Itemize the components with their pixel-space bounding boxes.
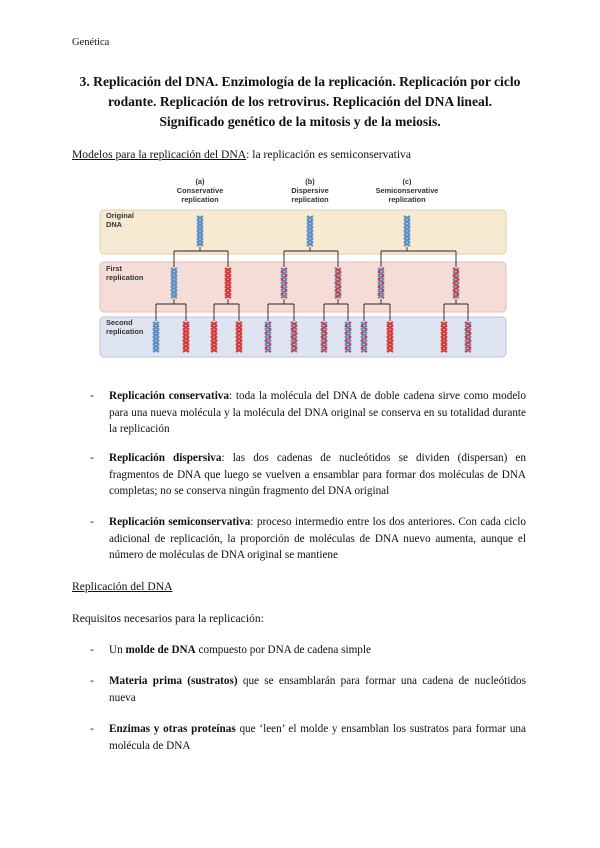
first-replication-band [100,262,506,312]
col-c-line2: replication [388,195,426,204]
bullet-dash: - [90,390,94,402]
req-template-term: molde de DNA [125,644,196,656]
col-c-letter: (c) [402,177,412,186]
col-a-line1: Conservative [176,186,224,195]
bullet-dash: - [90,644,94,656]
desc-conservative: : toda la molécula del DNA de doble cadena sirve como modelo para una nueva molécula y la molécula del DNA original se conserva en su totalidad durante la replicación [109,390,526,436]
col-c-line1: Semiconservative [375,186,439,195]
bullet-dispersive [90,450,526,500]
bullet-conservative [90,388,526,438]
term-conservative: Replicación conservativa [109,390,229,402]
req-template-pre: Un [109,644,126,656]
page-header: Genética [72,37,110,48]
models-heading: Modelos para la replicación del DNA [72,148,247,161]
req-substrates-term: Materia prima (sustratos) [109,675,238,687]
req-enzymes-term: Enzimas y otras proteínas [109,723,236,735]
row-first-line1: First [106,264,123,273]
column-labels [177,177,439,204]
col-b-line2: replication [291,195,329,204]
original-dna-band [100,210,506,254]
col-a-letter: (a) [195,177,205,186]
req-template [90,642,526,659]
replication-models-figure [96,176,516,362]
requirements-intro: Requisitos necesarios para la replicación: [72,612,264,625]
models-paragraph [72,148,411,161]
models-rest: : la replicación es semiconservativa [246,148,411,161]
desc-semiconservative: : proceso intermedio entre los dos anteriores. Con cada ciclo adicional de replicación, la proporción de moléculas de DNA nuevo aumenta, aunque el número de moléculas de DNA original se mantiene [109,516,526,562]
term-semiconservative: Replicación semiconservativa [109,516,251,528]
req-substrates [90,673,526,706]
req-enzymes-desc: que ‘leen’ el molde y ensamblan los sustratos para formar una molécula de DNA [109,723,526,752]
req-enzymes [90,721,526,754]
col-a-line2: replication [181,195,219,204]
col-b-line1: Dispersive [291,186,329,195]
row-original-line1: Original [106,211,134,220]
req-template-desc: compuesto por DNA de cadena simple [195,644,371,656]
replication-heading: Replicación del DNA [72,580,173,593]
bullet-dash: - [90,516,94,528]
bullet-semiconservative [90,514,526,564]
term-dispersive: Replicación dispersiva [109,452,222,464]
bullet-dash: - [90,452,94,464]
row-first-line2: replication [106,273,144,282]
req-substrates-desc: que se ensamblarán para formar una cadena de nucleótidos nueva [109,675,526,704]
desc-dispersive: : las dos cadenas de nucleótidos se dividen (dispersan) en fragmentos de DNA que luego se vuelven a ensamblar para formar dos moléculas de DNA completas; no se conserva ningún fragmento del DNA original [109,452,526,498]
col-b-letter: (b) [305,177,315,186]
row-second-line1: Second [106,318,133,327]
row-original-line2: DNA [106,220,123,229]
bullet-dash: - [90,675,94,687]
bullet-dash: - [90,723,94,735]
row-second-line2: replication [106,327,144,336]
section-title: 3. Replicación del DNA. Enzimología de la replicación. Replicación por ciclo rodante. Replicación de los retrovirus. Replicación del DNA lineal. Significado genético de la mitosis y de la meiosis. [79,74,521,129]
